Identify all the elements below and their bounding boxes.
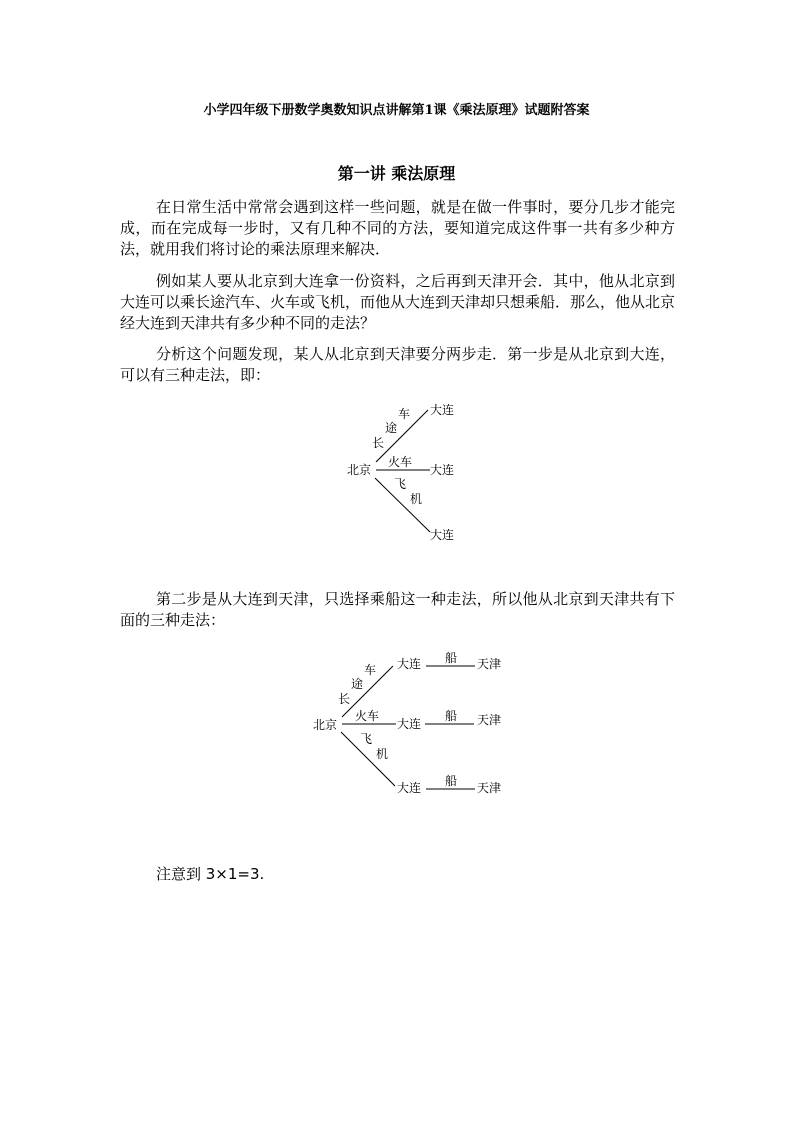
final-destination-label: 天津 xyxy=(477,657,502,671)
route-label-char: 途 xyxy=(385,421,398,435)
midpoint-label: 大连 xyxy=(397,781,422,795)
destination-label: 大连 xyxy=(430,463,455,477)
paragraph-analysis: 分析这个问题发现，某人从北京到天津要分两步走．第一步是从北京到大连，可以有三种走法，即： xyxy=(120,345,675,384)
route-label-train: 火车 xyxy=(388,455,413,469)
document-title: 小学四年级下册数学奥数知识点讲解第1课《乘法原理》试题附答案 xyxy=(203,103,590,118)
boat-label: 船 xyxy=(445,774,458,788)
origin-label: 北京 xyxy=(313,718,338,732)
boat-label: 船 xyxy=(445,709,458,723)
destination-label: 大连 xyxy=(430,528,455,542)
route-diagram-step2 xyxy=(305,645,515,805)
route-label-char: 机 xyxy=(410,492,423,506)
route-label-char: 车 xyxy=(398,407,411,421)
final-destination-label: 天津 xyxy=(477,781,502,795)
destination-label: 大连 xyxy=(430,403,455,417)
paragraph-example: 例如某人要从北京到大连拿一份资料，之后再到天津开会．其中，他从北京到大连可以乘长途汽车、火车或飞机，而他从大连到天津却只想乘船．那么，他从北京经大连到天津共有多少种不同的走法？ xyxy=(120,272,676,332)
route-label-char: 途 xyxy=(351,677,364,691)
midpoint-label: 大连 xyxy=(397,657,422,671)
final-destination-label: 天津 xyxy=(477,713,502,727)
route-label-char: 长 xyxy=(338,692,351,706)
paragraph-intro: 在日常生活中常常会遇到这样一些问题，就是在做一件事时，要分几步才能完成，而在完成每一步时，又有几种不同的方法，要知道完成这件事一共有多少种方法，就用我们将讨论的乘法原理来解决． xyxy=(120,198,675,258)
lecture-title: 第一讲 乘法原理 xyxy=(337,164,456,183)
route-label-char: 飞 xyxy=(394,477,407,491)
boat-label: 船 xyxy=(445,651,458,665)
paragraph-step2: 第二步是从大连到天津，只选择乘船这一种走法，所以他从北京到天津共有下面的三种走法： xyxy=(120,590,675,629)
route-label-char: 长 xyxy=(372,436,385,450)
midpoint-label: 大连 xyxy=(397,717,422,731)
route-label-char: 飞 xyxy=(360,732,373,746)
origin-label: 北京 xyxy=(347,463,372,477)
route-label-char: 机 xyxy=(376,747,389,761)
route-diagram-step1 xyxy=(340,395,470,550)
paragraph-note: 注意到 3×1=3. xyxy=(156,865,265,883)
route-label-char: 车 xyxy=(364,663,377,677)
route-label-train: 火车 xyxy=(355,709,380,723)
